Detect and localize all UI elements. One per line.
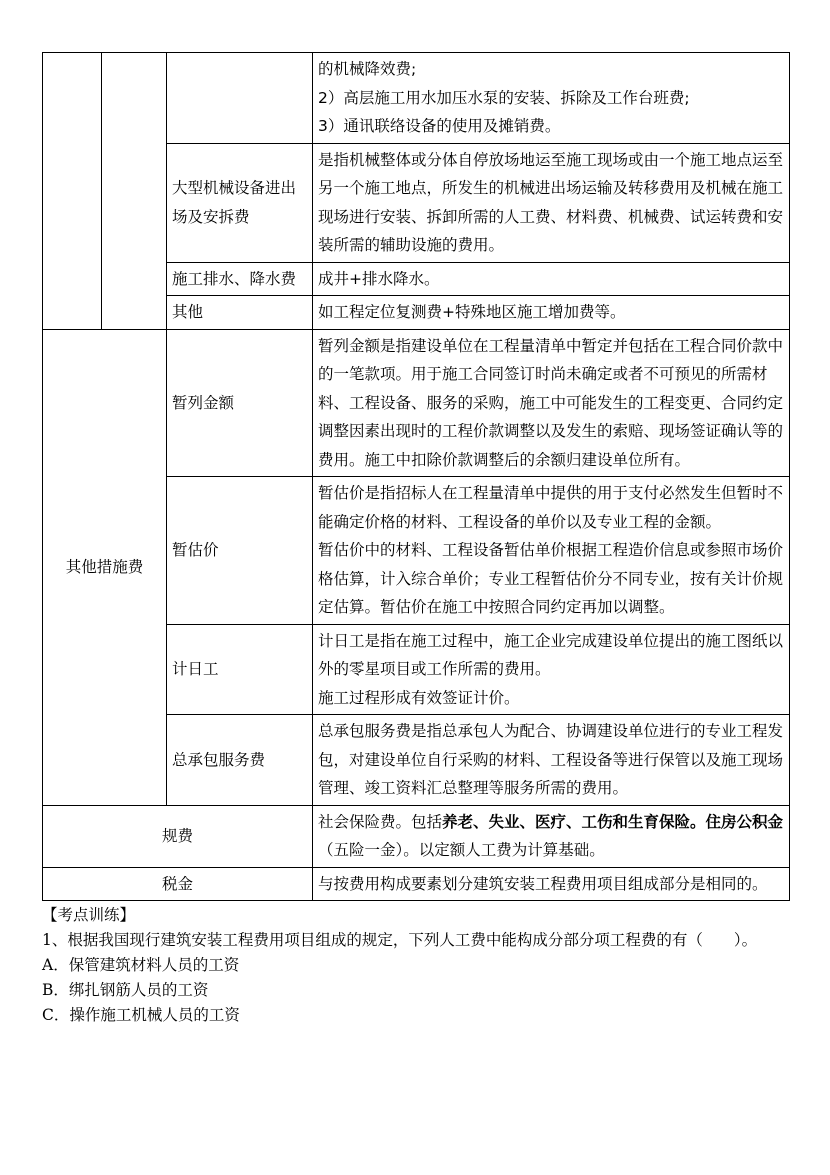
desc-line: 2）高层施工用水加压水泵的安装、拆除及工作台班费; [318, 88, 690, 107]
empty-cell [43, 53, 102, 330]
item-description: 是指机械整体或分体自停放场地运至施工现场或由一个施工地点运至另一个施工地点，所发生的机械进出场运输及转移费用及机械在施工现场进行安装、拆卸所需的人工费、材料费、机械费、试运转费和安装所需的辅助设施的费用。 [313, 143, 790, 262]
option-a: A．保管建筑材料人员的工资 [42, 956, 240, 974]
table-row [43, 329, 790, 477]
desc-line: 的机械降效费; [318, 60, 417, 78]
item-name: 暂估价 [167, 477, 313, 625]
levy-description [313, 805, 790, 867]
empty-cell [167, 53, 313, 144]
fee-table [42, 52, 790, 901]
item-name: 其他 [167, 296, 313, 330]
item-description [313, 477, 790, 625]
levy-text: （五险一金）。以定额人工费为计算基础。 [318, 841, 605, 859]
levy-emphasis: 养老、失业、医疗、工伤和生育保险。住房公积金 [442, 812, 784, 831]
desc-paragraph: 暂估价是指招标人在工程量清单中提供的用于支付必然发生但暂时不能确定价格的材料、工程设备的单价以及专业工程的金额。 [318, 484, 784, 531]
item-description: 如工程定位复测费+特殊地区施工增加费等。 [313, 296, 790, 330]
continued-description [313, 53, 790, 144]
tax-label: 税金 [43, 867, 313, 901]
tax-description: 与按费用构成要素划分建筑安装工程费用项目组成部分是相同的。 [313, 867, 790, 901]
levy-text: 社会保险费。包括 [318, 812, 443, 831]
option-c: C．操作施工机械人员的工资 [42, 1006, 240, 1024]
option-b: B．绑扎钢筋人员的工资 [42, 981, 209, 999]
question-text: 1、根据我国现行建筑安装工程费用项目组成的规定，下列人工费中能构成分部分项工程费的有（ ）。 [42, 931, 758, 949]
group-label: 其他措施费 [43, 329, 167, 805]
desc-line: 3）通讯联络设备的使用及摊销费。 [318, 117, 561, 135]
item-description: 暂列金额是指建设单位在工程量清单中暂定并包括在工程合同价款中的一笔款项。用于施工合同签订时尚未确定或者不可预见的所需材料、工程设备、服务的采购，施工中可能发生的工程变更、合同约定调整因素出现时的工程价款调整以及发生的索赔、现场签证确认等的费用。施工中扣除价款调整后的余额归建设单位所有。 [313, 329, 790, 477]
desc-paragraph: 施工过程形成有效签证计价。 [318, 688, 520, 707]
table-row [43, 805, 790, 867]
empty-cell [102, 53, 167, 330]
item-name: 大型机械设备进出场及安拆费 [167, 143, 313, 262]
item-name: 施工排水、降水费 [167, 262, 313, 296]
item-name: 总承包服务费 [167, 715, 313, 806]
section-heading: 【考点训练】 [42, 906, 136, 924]
table-row [43, 867, 790, 901]
levy-label: 规费 [43, 805, 313, 867]
desc-paragraph: 暂估价中的材料、工程设备暂估单价根据工程造价信息或参照市场价格估算，计入综合单价；专业工程暂估价分不同专业，按有关计价规定估算。暂估价在施工中按照合同约定再加以调整。 [318, 541, 784, 616]
document-page [42, 52, 789, 1028]
item-description: 总承包服务费是指总承包人为配合、协调建设单位进行的专业工程发包，对建设单位自行采购的材料、工程设备等进行保管以及施工现场管理、竣工资料汇总整理等服务所需的费用。 [313, 715, 790, 806]
item-name: 计日工 [167, 624, 313, 715]
item-name: 暂列金额 [167, 329, 313, 477]
item-description [313, 624, 790, 715]
item-description: 成井+排水降水。 [313, 262, 790, 296]
desc-paragraph: 计日工是指在施工过程中，施工企业完成建设单位提出的施工图纸以外的零星项目或工作所需的费用。 [318, 631, 784, 678]
training-section [42, 903, 789, 1028]
table-row [43, 53, 790, 144]
